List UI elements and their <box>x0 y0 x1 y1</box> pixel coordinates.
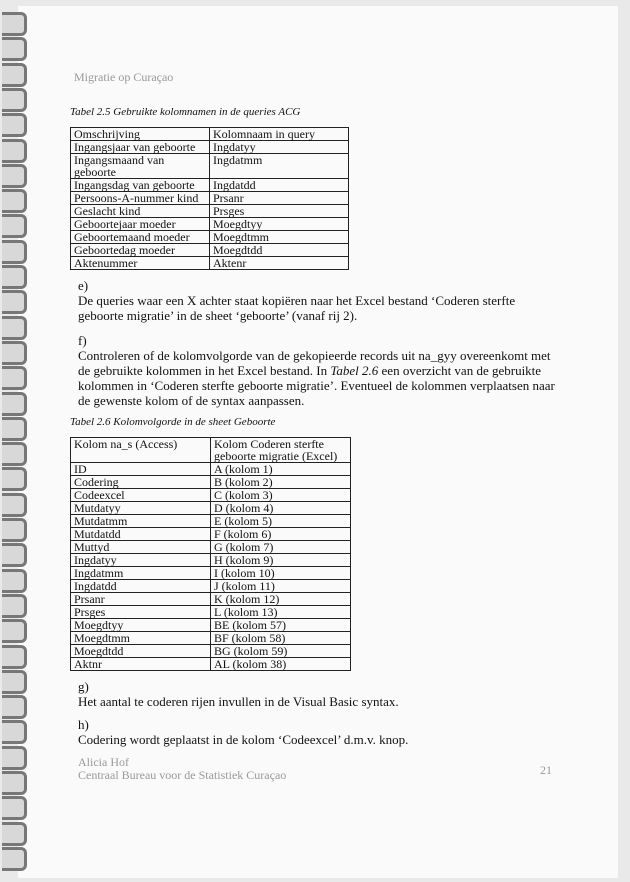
binding-ring <box>2 417 27 441</box>
step-g-text: Het aantal te coderen rijen invullen in de Visual Basic syntax. <box>78 694 399 709</box>
table-header-cell: Kolom Coderen sterfte geboorte migratie (Excel) <box>211 438 351 463</box>
table-header-row <box>71 438 351 463</box>
table-cell: Moegdtmm <box>71 632 211 645</box>
table-cell: Ingangsjaar van geboorte <box>71 141 210 154</box>
table-row <box>71 658 351 671</box>
binding-ring <box>2 341 27 365</box>
page-number: 21 <box>540 763 552 777</box>
step-g-label: g) <box>78 679 89 694</box>
table-2-5-caption: Tabel 2.5 Gebruikte kolomnamen in de queries ACG <box>70 106 301 118</box>
running-header: Migratie op Curaçao <box>74 70 174 84</box>
step-h-text: Codering wordt geplaatst in de kolom ‘Codeexcel’ d.m.v. knop. <box>78 732 409 747</box>
table-cell: H (kolom 9) <box>211 554 351 567</box>
table-cell: AL (kolom 38) <box>211 658 351 671</box>
binding-ring <box>2 796 27 820</box>
step-f-text <box>78 348 555 408</box>
table-cell: C (kolom 3) <box>211 489 351 502</box>
table-header-row <box>71 128 349 141</box>
f-text-1: Controleren of de kolomvolgorde van de gekopieerde records uit na_gyy overeenkomt met de gebruikte kolommen in het Excel bestand. In <box>78 348 551 378</box>
binding-ring <box>2 214 27 238</box>
table-row <box>71 502 351 515</box>
table-row <box>71 619 351 632</box>
binding-ring <box>2 113 27 137</box>
table-2-5 <box>70 127 349 270</box>
f-ref: Tabel 2.6 <box>330 363 379 378</box>
table-cell: Ingdatmm <box>71 567 211 580</box>
binding-ring <box>2 392 27 416</box>
table-2-6 <box>70 437 351 671</box>
table-cell: Aktnr <box>71 658 211 671</box>
table-cell: Moegdtdd <box>71 645 211 658</box>
table-cell: Persoons-A-nummer kind <box>71 192 210 205</box>
table-cell: Moegdtdd <box>210 244 349 257</box>
table-cell: Muttyd <box>71 541 211 554</box>
binding-ring <box>2 316 27 340</box>
table-cell: Geboortemaand moeder <box>71 231 210 244</box>
table-row <box>71 179 349 192</box>
table-cell: Aktenr <box>210 257 349 270</box>
table-row <box>71 489 351 502</box>
binding-ring <box>2 569 27 593</box>
table-row <box>71 632 351 645</box>
binding-ring <box>2 493 27 517</box>
page-content <box>70 70 555 747</box>
step-h-label: h) <box>78 717 89 732</box>
table-cell: Codeexcel <box>71 489 211 502</box>
binding-ring <box>2 366 27 390</box>
table-row <box>71 606 351 619</box>
table-header-cell: Omschrijving <box>71 128 210 141</box>
binding-ring <box>2 847 27 871</box>
table-cell: Moegdtmm <box>210 231 349 244</box>
binding-ring <box>2 746 27 770</box>
table-cell: Moegdtyy <box>210 218 349 231</box>
table-cell: G (kolom 7) <box>211 541 351 554</box>
table-cell: BG (kolom 59) <box>211 645 351 658</box>
table-row <box>71 141 349 154</box>
binding-ring <box>2 12 27 36</box>
table-header-cell: Kolomnaam in query <box>210 128 349 141</box>
footer-org: Centraal Bureau voor de Statistiek Curaçao <box>78 768 287 782</box>
binding-ring <box>2 771 27 795</box>
table-cell: Ingdatyy <box>71 554 211 567</box>
binding-ring <box>2 164 27 188</box>
step-f-label: f) <box>78 333 87 348</box>
table-cell: Geslacht kind <box>71 205 210 218</box>
table-row <box>71 231 349 244</box>
table-cell: Ingdatdd <box>71 580 211 593</box>
table-row <box>71 593 351 606</box>
binding-ring <box>2 670 27 694</box>
table-cell: Ingdatmm <box>210 154 349 179</box>
table-cell: Prsanr <box>71 593 211 606</box>
table-row <box>71 580 351 593</box>
table-row <box>71 218 349 231</box>
table-row <box>71 645 351 658</box>
binding-ring <box>2 822 27 846</box>
table-row <box>71 463 351 476</box>
table-cell: BE (kolom 57) <box>211 619 351 632</box>
table-cell: A (kolom 1) <box>211 463 351 476</box>
table-row <box>71 528 351 541</box>
table-cell: Mutdatdd <box>71 528 211 541</box>
table-cell: Ingangsmaand van geboorte <box>71 154 210 179</box>
table-row <box>71 154 349 179</box>
binding-ring <box>2 619 27 643</box>
binding-ring <box>2 189 27 213</box>
table-cell: L (kolom 13) <box>211 606 351 619</box>
binding-ring <box>2 518 27 542</box>
table-cell: Geboortejaar moeder <box>71 218 210 231</box>
binding-ring <box>2 645 27 669</box>
table-cell: Geboortedag moeder <box>71 244 210 257</box>
binding-ring <box>2 594 27 618</box>
table-cell: Ingdatyy <box>210 141 349 154</box>
table-row <box>71 192 349 205</box>
table-cell: D (kolom 4) <box>211 502 351 515</box>
table-cell: Prsges <box>71 606 211 619</box>
table-row <box>71 244 349 257</box>
f-text-2: een overzicht van de gebruikte kolommen in ‘Coderen sterfte geboorte migratie’. Eventueel de kolommen verplaatsen naar de gewenste kolom of de syntax aanpassen. <box>78 363 555 408</box>
table-cell: Mutdatmm <box>71 515 211 528</box>
table-row <box>71 567 351 580</box>
binding-ring <box>2 290 27 314</box>
table-row <box>71 554 351 567</box>
table-cell: Ingdatdd <box>210 179 349 192</box>
table-cell: J (kolom 11) <box>211 580 351 593</box>
binding-ring <box>2 139 27 163</box>
binding-ring <box>2 467 27 491</box>
binding-ring <box>2 695 27 719</box>
binding-ring <box>2 442 27 466</box>
table-2-6-caption: Tabel 2.6 Kolomvolgorde in de sheet Geboorte <box>70 416 276 428</box>
table-row <box>71 257 349 270</box>
table-cell: Aktenummer <box>71 257 210 270</box>
table-row <box>71 515 351 528</box>
table-cell: I (kolom 10) <box>211 567 351 580</box>
binding-ring <box>2 88 27 112</box>
binding-ring <box>2 240 27 264</box>
table-row <box>71 476 351 489</box>
binding-ring <box>2 720 27 744</box>
binding-ring <box>2 63 27 87</box>
table-row <box>71 205 349 218</box>
binding-ring <box>2 543 27 567</box>
footer-author: Alicia Hof <box>78 755 129 769</box>
table-cell: Prsanr <box>210 192 349 205</box>
table-cell: B (kolom 2) <box>211 476 351 489</box>
table-cell: BF (kolom 58) <box>211 632 351 645</box>
table-cell: F (kolom 6) <box>211 528 351 541</box>
table-row <box>71 541 351 554</box>
table-cell: Moegdtyy <box>71 619 211 632</box>
table-cell: Mutdatyy <box>71 502 211 515</box>
step-e-label: e) <box>78 278 89 293</box>
binding-ring <box>2 37 27 61</box>
table-cell: E (kolom 5) <box>211 515 351 528</box>
table-cell: Ingangsdag van geboorte <box>71 179 210 192</box>
table-cell: Codering <box>71 476 211 489</box>
step-e-text: De queries waar een X achter staat kopiëren naar het Excel bestand ‘Coderen sterfte geboorte migratie’ in de sheet ‘geboorte’ (vanaf rij 2). <box>78 293 516 323</box>
table-cell: Prsges <box>210 205 349 218</box>
binding-ring <box>2 265 27 289</box>
table-header-cell: Kolom na_s (Access) <box>71 438 211 463</box>
table-cell: K (kolom 12) <box>211 593 351 606</box>
table-cell: ID <box>71 463 211 476</box>
